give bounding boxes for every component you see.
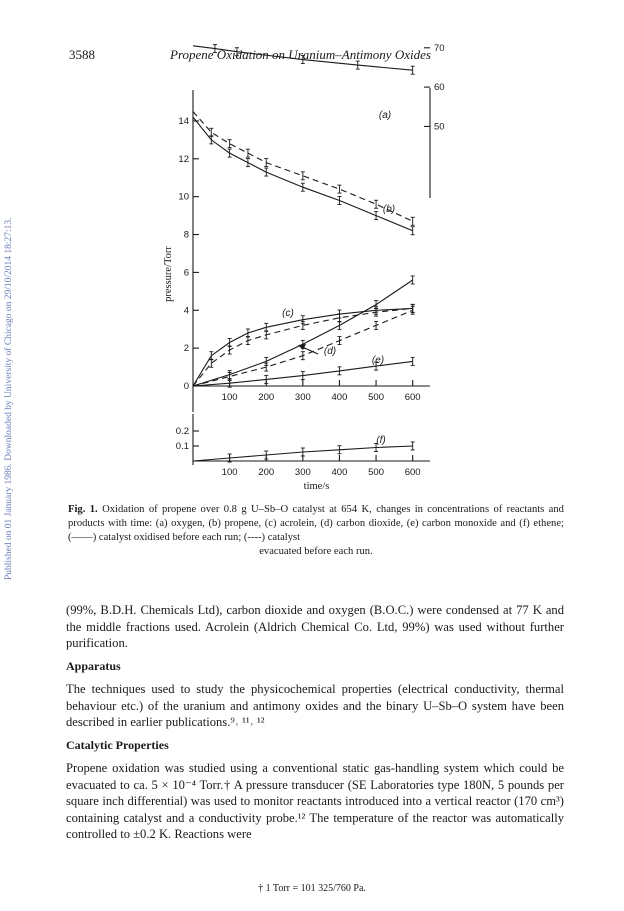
y-tick-label-main: 8 xyxy=(183,229,189,241)
y-tick-label-inset: 0.1 xyxy=(175,441,189,452)
y-tick-label-main: 12 xyxy=(178,153,189,165)
body-paragraph: The techniques used to study the physicochemical properties (electrical conductivity, thermal behaviour etc.) of the uranium and antimony oxides and the binary U–Sb–O system have been described in earlier publications.⁹˒ ¹¹˒ ¹² xyxy=(66,682,564,729)
section-heading: Apparatus xyxy=(66,659,121,673)
section-heading: Catalytic Properties xyxy=(66,738,169,752)
curve-label-f: (f) xyxy=(376,435,386,446)
body-paragraph: (99%, B.D.H. Chemicals Ltd), carbon dioxide and oxygen (B.O.C.) were condensed at 77 K and the middle fractions used. Acrolein (Aldrich Chemical Co. Ltd, 99%) was used without further purification. xyxy=(66,603,564,650)
body-paragraph: Propene oxidation was studied using a conventional static gas-handling system which could be evacuated to ca. 5 × 10⁻⁴ Torr.† A pressure transducer (SE Laboratories type 180N, 5 pounds per square inch differential) was used to monitor reactants introduced into a vertical reactor (170 cm³) containing catalyst and a conductivity probe.¹² The temperature of the reactor was automatically controlled to ±0.2 K. Reactions were xyxy=(66,761,564,841)
y-tick-label-main: 2 xyxy=(183,343,189,355)
download-watermark-text: Published on 01 January 1986. Downloaded by University of Chicago on 29/10/2014 18:27:13. xyxy=(4,217,14,580)
curve-label-e: (e) xyxy=(371,355,385,366)
x-tick-label-main: 100 xyxy=(221,392,238,403)
series-line-d xyxy=(193,280,413,386)
curve-label-d: (d) xyxy=(323,346,337,357)
x-tick-label-main: 300 xyxy=(294,392,311,403)
y-tick-label-main: 4 xyxy=(183,305,189,317)
y-tick-label-main: 10 xyxy=(178,191,189,203)
caption-label: Fig. 1. xyxy=(68,504,98,515)
arrowhead-d xyxy=(298,344,306,350)
x-tick-label-main: 600 xyxy=(404,392,421,403)
y-tick-label-right: 50 xyxy=(434,121,445,133)
y-tick-label-main: 14 xyxy=(178,115,189,127)
footnote: † 1 Torr = 101 325/760 Pa. xyxy=(258,883,366,894)
series-line-b xyxy=(193,112,413,222)
x-tick-label-main: 400 xyxy=(331,392,348,403)
y-tick-label-right: 60 xyxy=(434,82,445,94)
x-tick-label-inset: 100 xyxy=(221,467,238,478)
curve-label-c: (c) xyxy=(282,308,294,319)
caption-last-line: evacuated before each run. xyxy=(259,546,373,557)
chart-labels xyxy=(163,43,445,492)
y-tick-label-main: 6 xyxy=(183,267,189,279)
x-tick-label-inset: 300 xyxy=(294,467,311,478)
y-axis-label: pressure/Torr xyxy=(163,246,174,302)
caption-text: Oxidation of propene over 0.8 g U–Sb–O catalyst at 654 K, changes in concentrations of reactants and products with time: (a) oxygen, (b) propene, (c) acrolein, (d) carbon dioxide, (e) carbon monoxide and (f) ethene; (——) catalyst oxidised before each run; (----) catalyst xyxy=(68,504,564,543)
x-tick-label-main: 500 xyxy=(368,392,384,403)
x-tick-label-inset: 200 xyxy=(258,467,275,478)
curve-label-a: (a) xyxy=(378,110,392,121)
x-tick-label-inset: 400 xyxy=(331,467,348,478)
figure-caption xyxy=(68,503,564,559)
x-tick-label-inset: 500 xyxy=(368,467,384,478)
page-number: 3588 xyxy=(69,47,95,62)
y-tick-label-main: 0 xyxy=(183,381,189,392)
x-tick-label-inset: 600 xyxy=(404,467,421,478)
running-title: Propene Oxidation on Uranium–Antimony Oxides xyxy=(170,47,431,62)
y-tick-label-right: 70 xyxy=(434,42,445,54)
x-tick-label-main: 200 xyxy=(258,392,275,403)
curve-label-b: (b) xyxy=(382,204,396,215)
x-axis-label: time/s xyxy=(303,481,330,492)
y-tick-label-inset: 0.2 xyxy=(175,426,189,437)
